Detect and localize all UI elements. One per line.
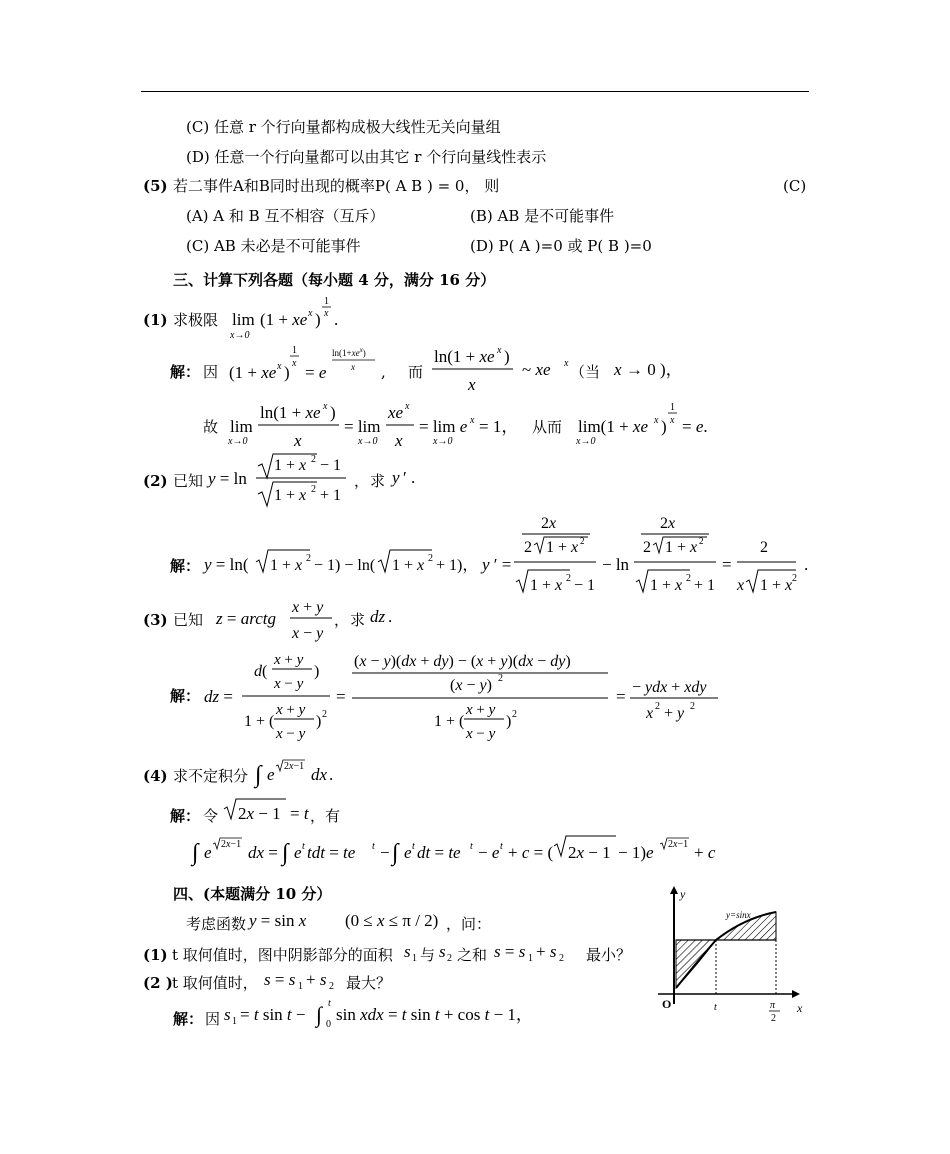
svg-text:+ s: + s	[306, 970, 327, 989]
p4-integral-formula	[255, 756, 355, 790]
svg-text:2: 2	[655, 701, 660, 712]
svg-text:1 + x: 1 + x	[650, 577, 683, 594]
q5-option-b: (B) AB 是不可能事件	[470, 207, 615, 225]
svg-text:t: t	[470, 841, 473, 852]
svg-text:1 + x: 1 + x	[760, 577, 793, 594]
svg-text:s: s	[224, 1005, 231, 1024]
q5-number: (5)	[143, 177, 168, 195]
svg-text:2: 2	[686, 573, 691, 584]
section-3-title: 三、计算下列各题（每小题 4 分，满分 16 分）	[173, 271, 496, 289]
p4-solution-label: 解：	[170, 807, 201, 825]
svg-text:x: x	[405, 401, 410, 412]
q5-option-d: (D) P( A )=0 或 P( B )=0	[470, 237, 652, 255]
p1-limit-result	[576, 396, 726, 454]
svg-text:y = sin x: y = sin x	[249, 911, 307, 930]
svg-text:): )	[661, 417, 667, 436]
svg-text:2: 2	[428, 553, 433, 564]
svg-text:− 1) − ln(: − 1) − ln(	[314, 557, 376, 574]
svg-text:x: x	[737, 577, 745, 594]
s4-because: 因	[205, 1010, 221, 1028]
svg-text:2: 2	[580, 536, 585, 546]
svg-text:′ .: ′ .	[403, 468, 416, 487]
svg-text:2x − 1: 2x − 1	[238, 804, 281, 823]
svg-text:(x − y): (x − y)	[450, 677, 492, 694]
svg-text:x + y: x + y	[274, 652, 304, 668]
svg-text:= lim: = lim	[344, 417, 381, 436]
p4-number: (4)	[143, 767, 168, 785]
svg-text:(1 + xe: (1 + xe	[260, 310, 308, 329]
svg-text:xe: xe	[388, 403, 404, 422]
s4-function-formula	[249, 906, 469, 934]
svg-text:+ s: + s	[536, 942, 557, 961]
svg-text:2x−1: 2x−1	[284, 761, 305, 772]
svg-text:2: 2	[771, 1013, 776, 1024]
svg-text:.: .	[334, 310, 339, 329]
svg-text:~ xe: ~ xe	[522, 360, 551, 379]
svg-text:1 + x: 1 + x	[546, 539, 579, 556]
s4-q2-text-a: t 取何值时，	[172, 974, 258, 992]
svg-text:.: .	[388, 607, 393, 626]
svg-text:1: 1	[292, 345, 297, 356]
svg-text:ln(1 + xe: ln(1 + xe	[260, 403, 321, 422]
svg-text:1: 1	[412, 953, 417, 964]
svg-text:1 + x: 1 + x	[270, 557, 303, 574]
svg-text:2: 2	[311, 454, 316, 465]
p2-solution-label: 解：	[170, 557, 201, 575]
p2-given-formula	[208, 452, 358, 510]
svg-text:2x−1: 2x−1	[221, 839, 242, 850]
svg-text:− e: − e	[478, 843, 500, 862]
p3-ask: 求	[350, 611, 366, 629]
s4-q1-text-c: 之和	[457, 946, 488, 964]
svg-text:x + y: x + y	[292, 599, 324, 616]
section-4-title: 四、(本题满分 10 分）	[173, 885, 332, 903]
p1-so: 故	[203, 418, 219, 436]
svg-text:e: e	[204, 843, 212, 862]
svg-text:−: −	[380, 843, 390, 862]
s4-solution-label: 解：	[173, 1010, 204, 1028]
graph-origin-label: O	[662, 997, 672, 1011]
svg-text:∫: ∫	[282, 840, 289, 866]
svg-text:+ 1: + 1	[320, 487, 342, 504]
svg-text:x→0: x→0	[228, 436, 248, 447]
svg-text:1 + (: 1 + (	[244, 713, 275, 730]
svg-text:tdt = te: tdt = te	[307, 843, 356, 862]
svg-text:): )	[315, 310, 321, 329]
svg-text:x→0: x→0	[358, 436, 378, 447]
svg-text:+ 1)，: + 1)，	[436, 557, 479, 574]
svg-text:t: t	[372, 841, 375, 852]
svg-text:1 + x: 1 + x	[530, 577, 563, 594]
q5-option-a: (A) A 和 B 互不相容（互斥）	[186, 207, 385, 225]
svg-text:= e: = e	[305, 363, 327, 382]
svg-text:(1 + xe: (1 + xe	[229, 363, 277, 382]
svg-text:t: t	[328, 998, 331, 1009]
svg-text:2: 2	[792, 573, 797, 584]
svg-text:t: t	[500, 841, 503, 852]
svg-text:lim(1 + xe: lim(1 + xe	[578, 417, 649, 436]
p3-given-formula	[216, 594, 346, 646]
graph-y-label: y	[680, 887, 686, 901]
p1-and: 而	[408, 363, 424, 381]
p2-ask: 求	[370, 472, 386, 490]
svg-text:x − y: x − y	[276, 726, 306, 742]
svg-text:− ln: − ln	[602, 555, 630, 574]
svg-text:s: s	[404, 942, 411, 961]
svg-text:dx: dx	[311, 765, 328, 784]
svg-text:2: 2	[524, 539, 532, 556]
s4-graph	[652, 884, 812, 1024]
svg-text:(0 ≤ x ≤ π / 2): (0 ≤ x ≤ π / 2)	[345, 911, 439, 930]
p1-limit-chain	[228, 396, 518, 454]
svg-text:): )	[504, 347, 510, 366]
svg-text:− 1)e: − 1)e	[618, 843, 654, 862]
svg-text:.: .	[329, 765, 334, 784]
svg-text:lim: lim	[230, 417, 253, 436]
q5-option-c: (C) AB 未必是不可能事件	[186, 237, 361, 255]
svg-text:y ′ =: y ′ =	[482, 555, 512, 574]
svg-text:1 + x: 1 + x	[274, 457, 307, 474]
svg-text:t: t	[412, 841, 415, 852]
svg-text:x − y: x − y	[274, 676, 304, 692]
svg-text:∫: ∫	[192, 840, 199, 866]
svg-text:dx =: dx =	[248, 843, 278, 862]
svg-text:=: =	[336, 687, 346, 706]
svg-text:= e.: = e.	[682, 417, 708, 436]
svg-text:2x − 1: 2x − 1	[568, 843, 611, 862]
svg-text:x: x	[351, 362, 355, 372]
svg-text:x→0: x→0	[576, 436, 596, 447]
p3-solution-label: 解：	[170, 687, 201, 705]
s4-q1-number: (1)	[143, 946, 168, 964]
svg-text:x: x	[324, 308, 329, 319]
svg-text:x: x	[497, 345, 502, 356]
p1-solution-label: 解：	[170, 363, 201, 381]
svg-text:lim: lim	[232, 310, 255, 329]
svg-text:=: =	[616, 687, 626, 706]
svg-text:x: x	[308, 308, 313, 319]
svg-text:): )	[316, 713, 322, 730]
p4-substitution	[224, 797, 314, 827]
s4-q2-number: (2 )	[143, 974, 173, 992]
option-d-vectors: (D) 任意一个行向量都可以由其它 r 个行向量线性表示	[186, 148, 547, 166]
svg-text:x: x	[646, 705, 654, 722]
svg-text:e: e	[404, 843, 412, 862]
svg-text:2: 2	[306, 553, 311, 564]
p4-solution-formula	[192, 832, 716, 868]
graph-curve-label: y=sinx	[726, 910, 751, 920]
svg-text:2: 2	[329, 981, 334, 992]
svg-text:x: x	[564, 358, 569, 369]
s4-q1-text-d: 最小？	[586, 946, 632, 964]
svg-text:x − y: x − y	[466, 726, 496, 742]
svg-text:1: 1	[324, 296, 329, 307]
svg-text:2x−1: 2x−1	[668, 839, 689, 850]
p3-stem: 已知	[173, 611, 204, 629]
s4-intro-ask: ，问：	[446, 915, 492, 933]
s4-q2-text-b: 最大？	[346, 974, 392, 992]
svg-text:+ 1: + 1	[694, 577, 716, 594]
s4-q1-text-a: t 取何值时，图中阴影部分的面积	[172, 946, 393, 964]
svg-text:= lim e: = lim e	[419, 417, 468, 436]
svg-text:=: =	[722, 555, 732, 574]
svg-text:0: 0	[326, 1019, 331, 1030]
svg-text:s: s	[439, 942, 446, 961]
svg-text:x: x	[654, 415, 659, 426]
svg-text:x: x	[323, 401, 328, 412]
svg-text:x + y: x + y	[466, 702, 496, 718]
svg-text:→ 0 )，: → 0 )，	[626, 360, 683, 379]
svg-text:y: y	[392, 468, 400, 487]
svg-text:(x − y)(dx + dy) − (x + y)(dx: (x − y)(dx + dy) − (x + y)(dx − dy)	[354, 653, 571, 670]
svg-text:x: x	[470, 415, 475, 426]
graph-t-label: t	[714, 1002, 717, 1013]
svg-text:− 1: − 1	[320, 457, 342, 474]
svg-text:2: 2	[643, 539, 651, 556]
svg-text:1: 1	[528, 953, 533, 964]
svg-text:2x: 2x	[541, 515, 557, 532]
svg-text:∫: ∫	[392, 840, 399, 866]
p2-target	[392, 465, 422, 491]
svg-text:2: 2	[566, 573, 571, 584]
svg-text:dz: dz	[370, 607, 386, 626]
s4-sum-formula	[494, 939, 594, 965]
svg-text:2: 2	[760, 539, 768, 556]
svg-text:2: 2	[690, 701, 695, 712]
svg-text:2: 2	[699, 536, 704, 546]
svg-text:dz =: dz =	[204, 687, 233, 706]
svg-text:t: t	[302, 841, 305, 852]
s4-q1-text-b: 与	[420, 946, 436, 964]
p4-have: ，有	[310, 807, 341, 825]
svg-text:sin xdx = t sin t + cos t − 1，: sin xdx = t sin t + cos t − 1，	[336, 1005, 533, 1024]
svg-text:x→0: x→0	[433, 436, 453, 447]
p1-number: (1)	[143, 311, 168, 329]
svg-text:− ydx + xdy: − ydx + xdy	[632, 679, 707, 696]
svg-text:d(: d(	[254, 663, 268, 680]
svg-text:2: 2	[512, 709, 517, 720]
p1-stem: 求极限	[173, 311, 219, 329]
svg-text:1: 1	[670, 402, 675, 413]
svg-text:e: e	[294, 843, 302, 862]
svg-text:): )	[284, 363, 290, 382]
svg-text:ln(1 + xe: ln(1 + xe	[434, 347, 495, 366]
p3-target	[370, 604, 410, 630]
svg-text:= t sin t −: = t sin t −	[240, 1005, 306, 1024]
svg-text:x + y: x + y	[276, 702, 306, 718]
svg-text:= 1，: = 1，	[479, 417, 519, 436]
svg-text:x: x	[468, 375, 476, 394]
svg-text:s = s: s = s	[264, 970, 296, 989]
p1-when: （当	[570, 363, 601, 381]
svg-text:− 1: − 1	[574, 577, 596, 594]
p4-stem: 求不定积分	[173, 767, 249, 785]
q5-stem: 若二事件A和B同时出现的概率P( A B ) = 0， 则	[173, 177, 500, 195]
svg-text:x→0: x→0	[230, 330, 250, 341]
svg-text:+ c: + c	[694, 843, 716, 862]
p2-solution-formula	[204, 512, 814, 594]
svg-text:e: e	[267, 765, 275, 784]
svg-text:dt = te: dt = te	[417, 843, 461, 862]
p3-solution-formula	[204, 646, 734, 750]
graph-pi-half-label: π	[770, 1000, 776, 1011]
svg-text:1: 1	[298, 981, 303, 992]
svg-text:+ y: + y	[664, 705, 685, 722]
s4-s2-symbol	[439, 939, 459, 965]
svg-text:∫: ∫	[255, 762, 262, 788]
svg-text:1 + x: 1 + x	[274, 487, 307, 504]
svg-text:ln(1+xex): $\ln(1+xe^x)$	[332, 346, 366, 358]
p1-thus: 从而	[532, 418, 563, 436]
svg-text:x: x	[294, 431, 302, 450]
svg-text:+ c = (: + c = (	[508, 843, 554, 862]
svg-text:x: x	[277, 361, 282, 372]
svg-text:.: .	[804, 555, 809, 574]
option-c-vectors: (C) 任意 r 个行向量都构成极大线性无关向量组	[186, 118, 501, 136]
p1-because: 因	[203, 363, 219, 381]
header-rule	[141, 91, 809, 92]
graph-x-label: x	[797, 1001, 803, 1015]
svg-text:z = arctg: z = arctg	[216, 609, 276, 628]
svg-text:x: x	[292, 358, 297, 369]
svg-text:): )	[314, 663, 320, 680]
svg-text:2: 2	[322, 709, 327, 720]
svg-text:): )	[506, 713, 512, 730]
svg-text:1: 1	[232, 1016, 237, 1027]
p2-stem: 已知	[173, 472, 204, 490]
p1-limit-formula	[230, 292, 350, 340]
svg-text:2: 2	[311, 484, 316, 495]
svg-text:2: 2	[498, 673, 503, 684]
svg-text:x: x	[670, 415, 675, 426]
p1-limit-condition	[614, 355, 694, 381]
svg-text:x: x	[395, 431, 403, 450]
q5-answer: (C)	[783, 177, 807, 195]
svg-text:∫: ∫	[316, 1002, 323, 1027]
p1-identity-formula	[229, 340, 389, 386]
svg-text:1 + x: 1 + x	[665, 539, 698, 556]
p2-number: (2)	[143, 472, 168, 490]
svg-text:y = ln: y = ln	[208, 469, 247, 488]
s4-intro: 考虑函数	[186, 915, 247, 933]
svg-text:y = ln(: y = ln(	[204, 555, 249, 574]
p4-let: 令	[203, 807, 219, 825]
p3-number: (3)	[143, 611, 168, 629]
svg-text:1 + (: 1 + (	[434, 713, 465, 730]
svg-text:2x: 2x	[660, 515, 676, 532]
svg-text:1 + x: 1 + x	[392, 557, 425, 574]
svg-text:2: 2	[447, 953, 452, 964]
svg-text:x: x	[614, 360, 622, 379]
svg-text:s = s: s = s	[494, 942, 526, 961]
svg-text:2: 2	[559, 953, 564, 964]
svg-text:= t: = t	[290, 804, 309, 823]
svg-text:x − y: x − y	[292, 625, 324, 642]
s4-solution-formula	[224, 994, 544, 1030]
svg-text:): )	[330, 403, 336, 422]
